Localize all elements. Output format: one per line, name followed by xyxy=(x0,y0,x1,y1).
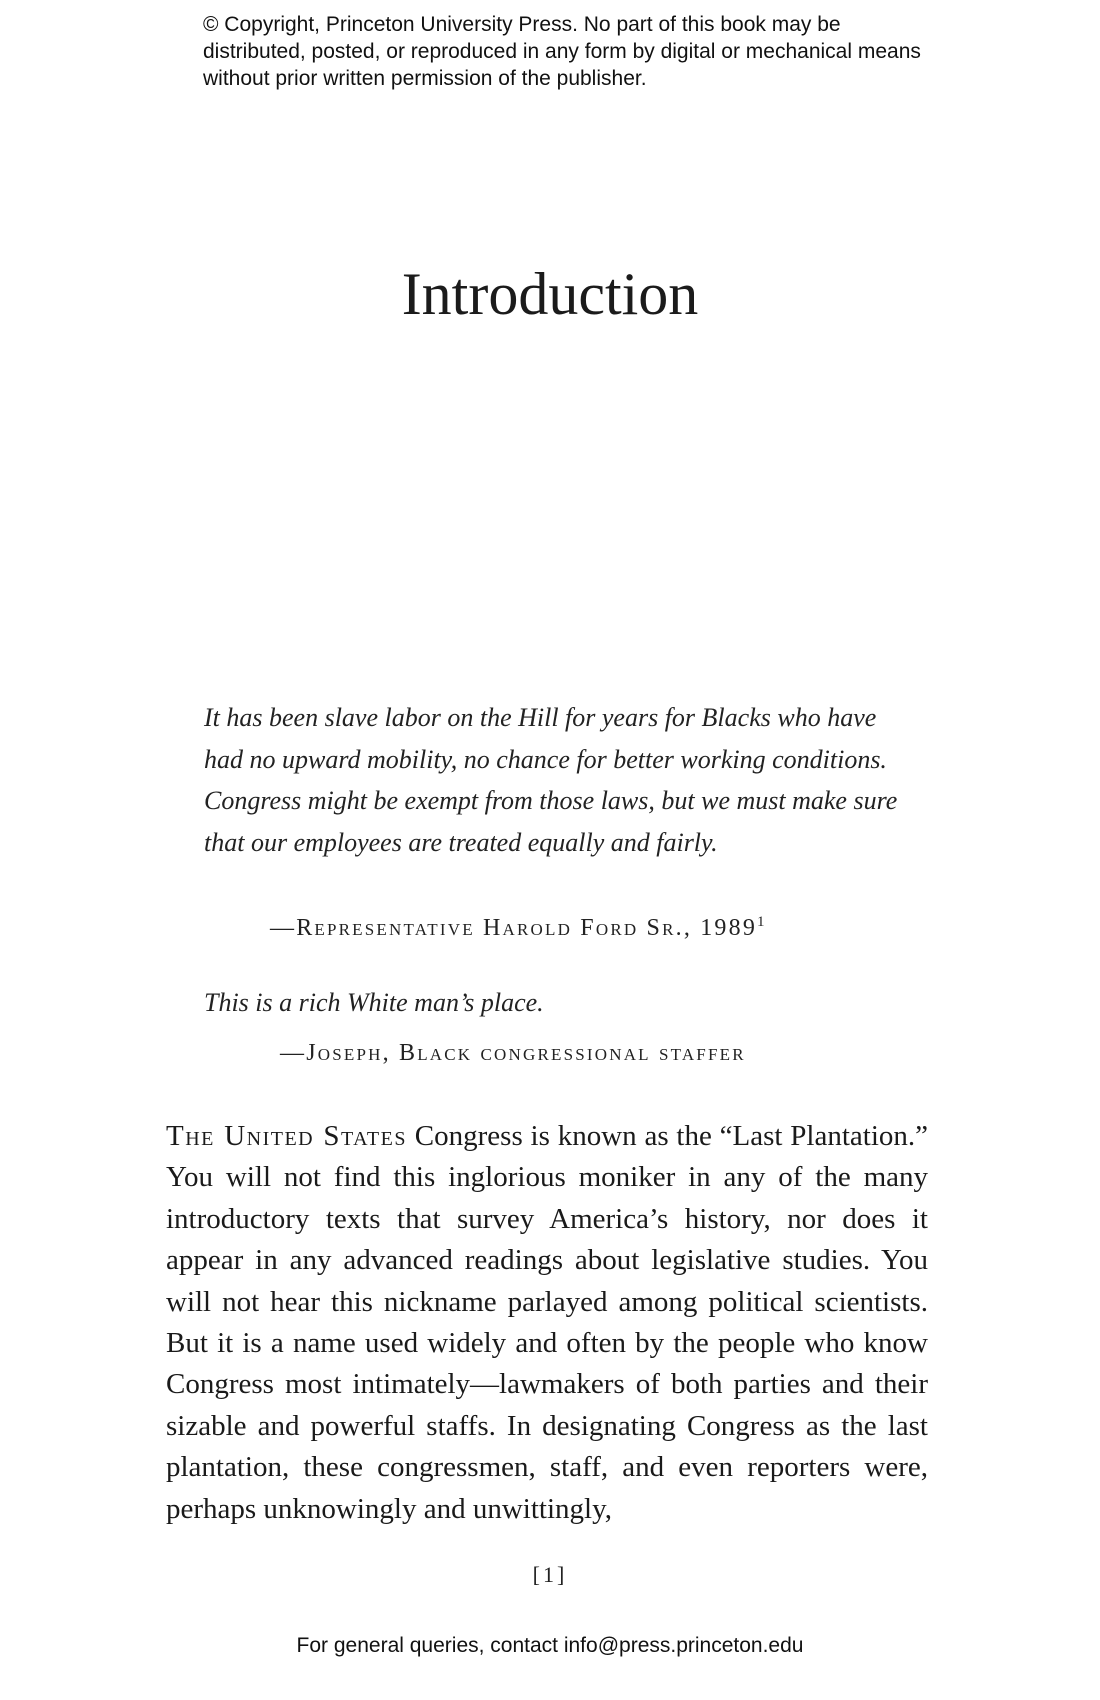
footer-contact: For general queries, contact info@press.princeton.edu xyxy=(296,1634,804,1657)
body-paragraph xyxy=(166,1116,928,1530)
epigraph-quote-2: This is a rich White man’s place. xyxy=(204,988,544,1017)
body-paragraph-text: Congress is known as the “Last Plantation.” You will not find this inglorious moniker in any of the many introductory texts that survey America’s history, nor does it appear in any advanced readings about legislative studies. You will not hear this nickname parlayed among political scientists. But it is a name used widely and often by the people who know Congress most intimately—lawmakers of both parties and their sizable and powerful staffs. In designating Congress as the last plantation, these congressmen, staff, and even reporters were, perhaps unknowingly and unwittingly, xyxy=(166,1120,929,1525)
lead-in-small-caps: The United States xyxy=(166,1120,407,1152)
chapter-title: Introduction xyxy=(401,261,699,327)
epigraph-quote-1: It has been slave labor on the Hill for years for Blacks who have had no upward mobility, no chance for better working conditions. Congress might be exempt from those laws, but we must make sure that our employees are treated equally and fairly. xyxy=(204,703,898,857)
footnote-marker: 1 xyxy=(757,914,765,930)
epigraph-attribution-1 xyxy=(270,914,765,942)
epigraph-attribution-1-text: —Representative Harold Ford Sr., 1989 xyxy=(270,915,758,941)
page-number: [1] xyxy=(532,1562,568,1587)
copyright-notice: © Copyright, Princeton University Press. No part of this book may be distributed, posted, or reproduced in any form by digital or mechanical means without prior written permission of the publisher. xyxy=(203,13,921,90)
epigraph-attribution-2: —Joseph, Black congressional staffer xyxy=(280,1040,746,1066)
